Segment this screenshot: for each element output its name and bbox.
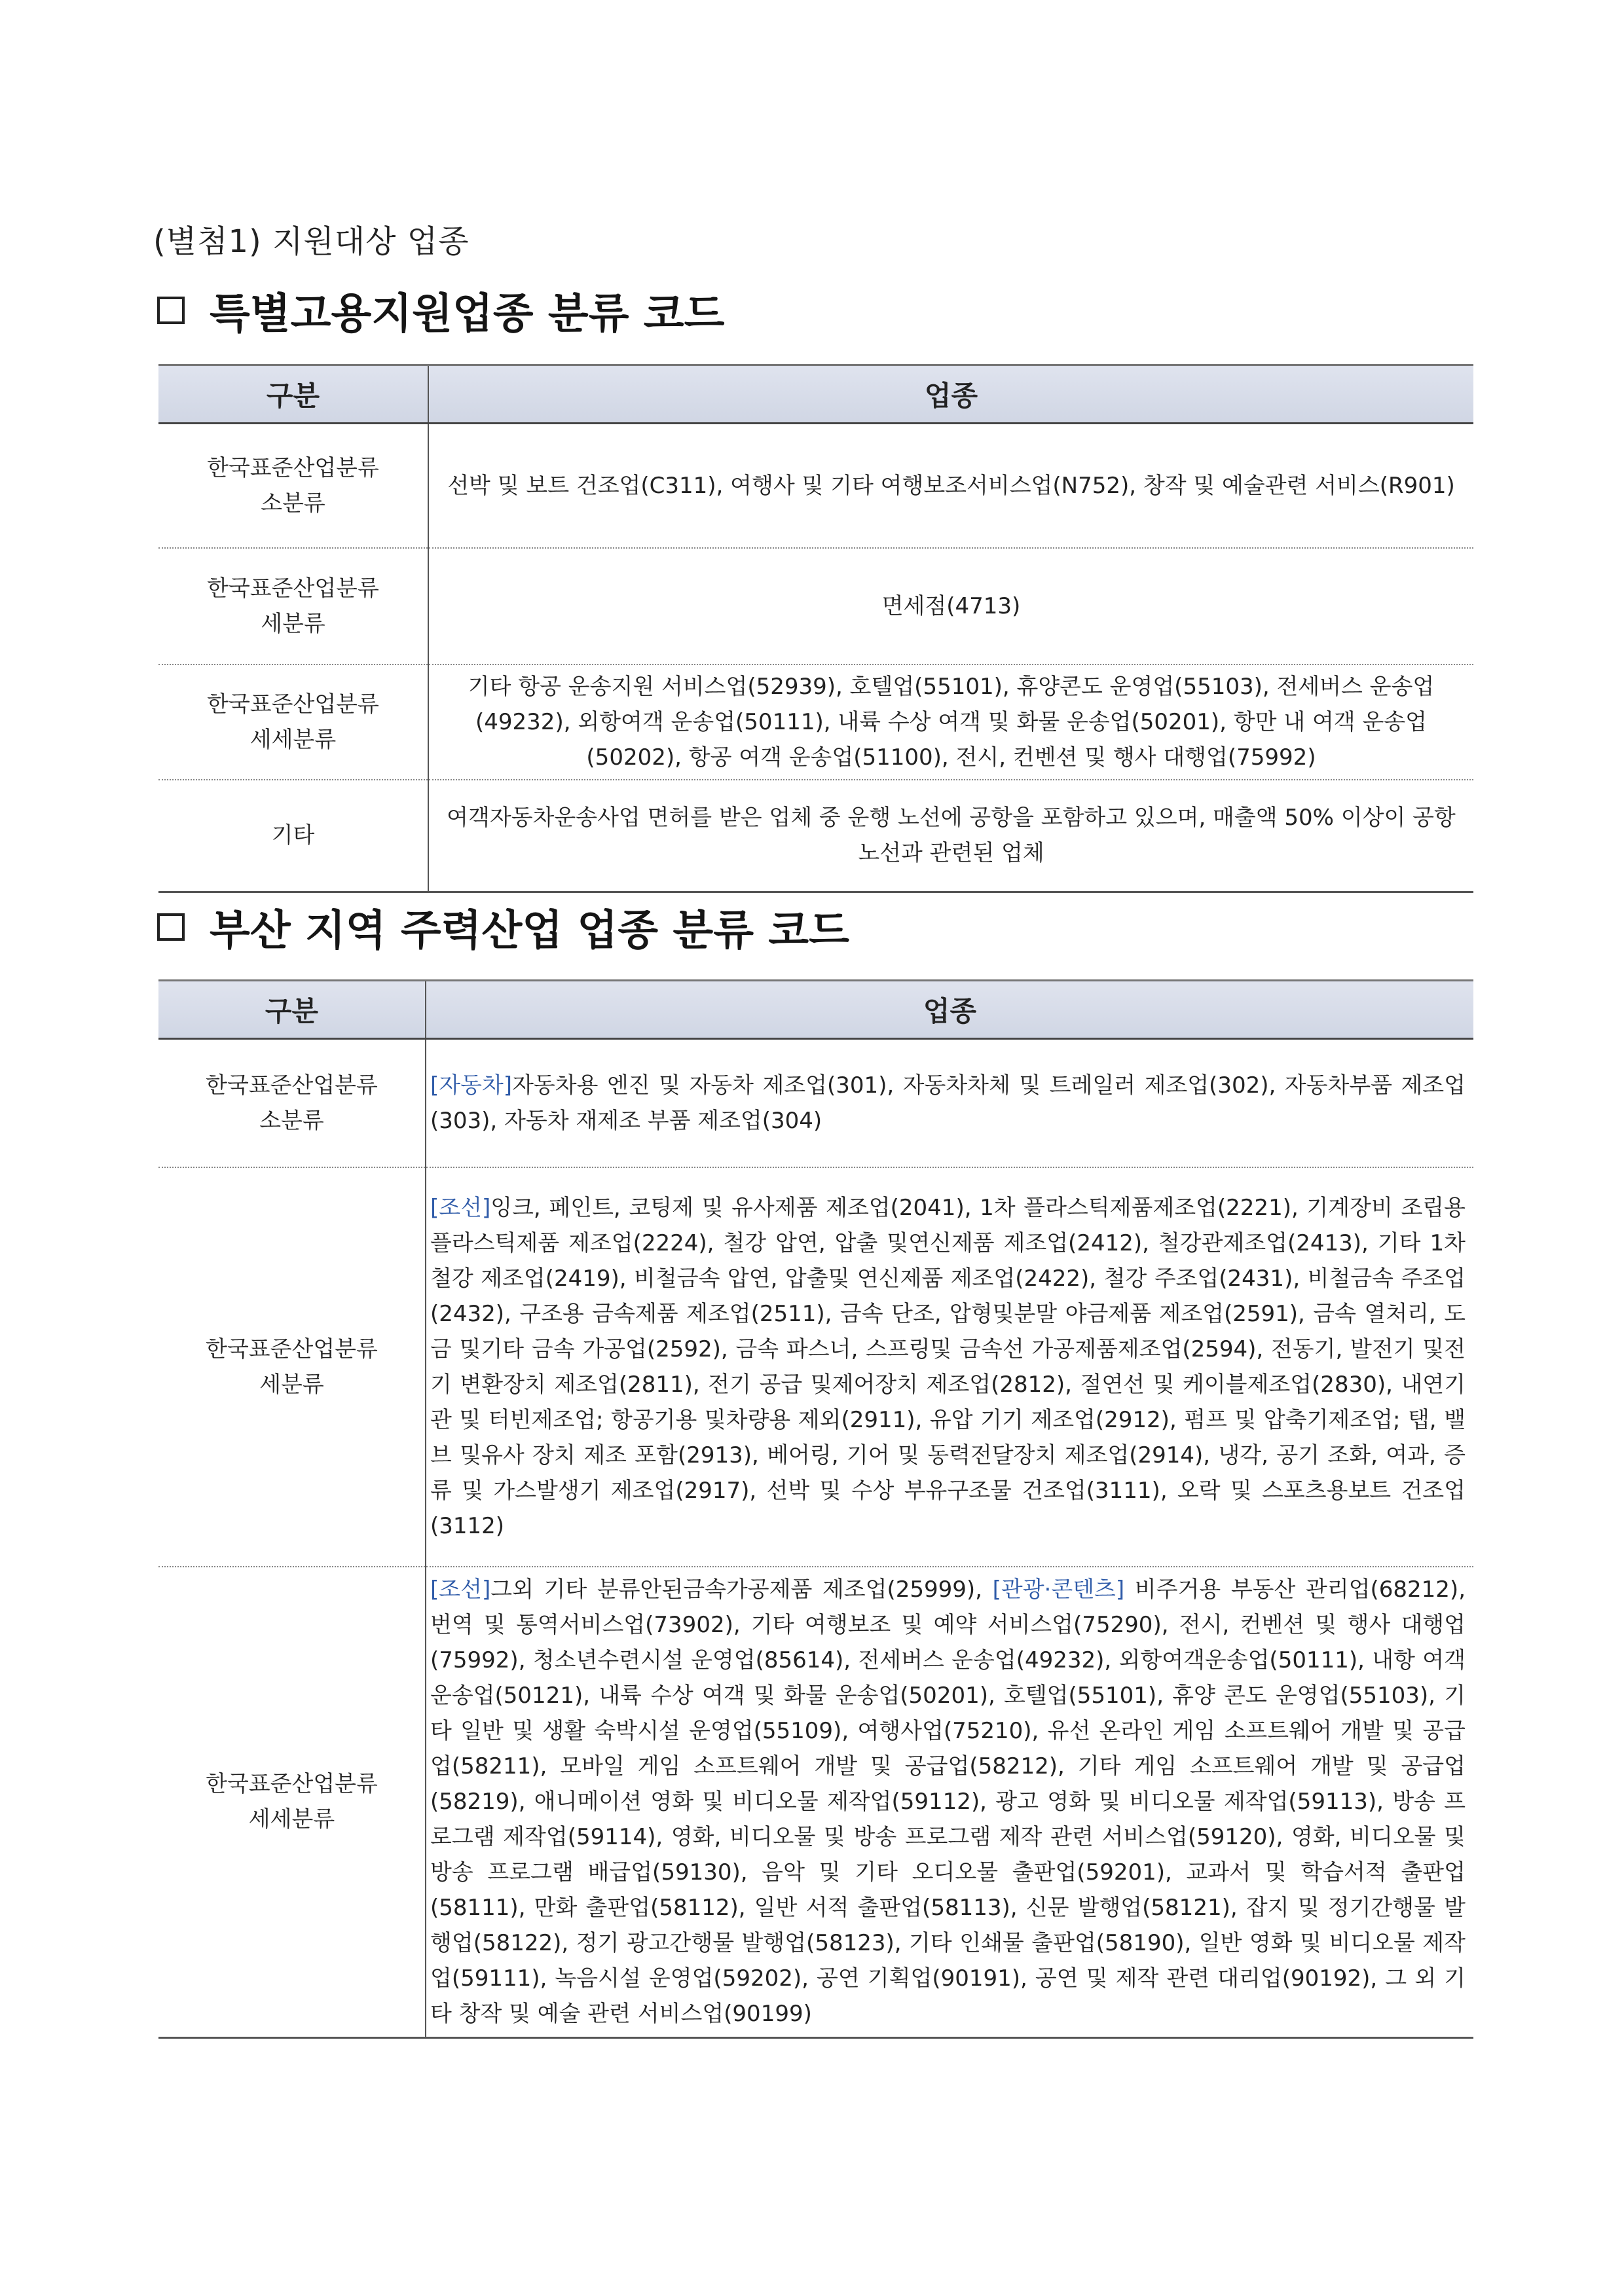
attachment-label: (별첨1) 지원대상 업종	[153, 223, 470, 260]
category-cell: 한국표준산업분류 세분류	[158, 1167, 426, 1567]
checkbox-square-icon	[157, 913, 185, 941]
industry-cell: [자동차]자동차용 엔진 및 자동차 제조업(301), 자동차차체 및 트레일러 제조업(302), 자동차부품 제조업(303), 자동차 재제조 부품 제조업(304)	[426, 1039, 1473, 1167]
checkbox-square-icon	[157, 297, 185, 324]
table-header-row	[158, 365, 1473, 424]
table-row	[158, 548, 1473, 665]
category-cell: 한국표준산업분류 세세분류	[158, 665, 428, 780]
section-title-text: 특별고용지원업종 분류 코드	[210, 290, 725, 338]
table-row	[158, 1039, 1473, 1167]
industry-cell: 면세점(4713)	[428, 548, 1473, 665]
section-title-text: 부산 지역 주력산업 업종 분류 코드	[210, 907, 849, 955]
table-header-row	[158, 981, 1473, 1039]
industry-tag: [조선]	[430, 1194, 491, 1221]
busan-industry-table	[158, 979, 1473, 2039]
table-row	[158, 665, 1473, 780]
category-cell: 한국표준산업분류 세세분류	[158, 1567, 426, 2038]
header-industry: 업종	[426, 981, 1473, 1039]
industry-tag: [조선]	[430, 1576, 491, 1603]
industry-tag: [자동차]	[430, 1072, 513, 1099]
header-category: 구분	[158, 981, 426, 1039]
category-cell: 기타	[158, 780, 428, 892]
table-row	[158, 1167, 1473, 1567]
table-row	[158, 424, 1473, 548]
header-industry: 업종	[428, 365, 1473, 424]
industry-cell: 기타 항공 운송지원 서비스업(52939), 호텔업(55101), 휴양콘도 운영업(55103), 전세버스 운송업(49232), 외항여객 운송업(50111), 내륙 수상 여객 및 화물 운송업(50201), 항만 내 여객 운송업(50202), 항공 여객 운송업(51100), 전시, 컨벤션 및 행사 대행업(75992)	[428, 665, 1473, 780]
table-row	[158, 1567, 1473, 2038]
category-cell: 한국표준산업분류 소분류	[158, 1039, 426, 1167]
table-row	[158, 780, 1473, 892]
industry-tag: [관광·콘텐츠]	[992, 1576, 1125, 1603]
special-employment-table	[158, 364, 1473, 893]
section-title-busan-industry	[157, 897, 849, 957]
category-cell: 한국표준산업분류 소분류	[158, 424, 428, 548]
industry-cell: 여객자동차운송사업 면허를 받은 업체 중 운행 노선에 공항을 포함하고 있으며, 매출액 50% 이상이 공항 노선과 관련된 업체	[428, 780, 1473, 892]
industry-cell: [조선]잉크, 페인트, 코팅제 및 유사제품 제조업(2041), 1차 플라스틱제품제조업(2221), 기계장비 조립용플라스틱제품 제조업(2224), 철강 압연, 압출 및연신제품 제조업(2412), 철강관제조업(2413), 기타 1차 철강 제조업(2419), 비철금속 압연, 압출및 연신제품 제조업(2422), 철강 주조업(2431), 비철금속 주조업(2432), 구조용 금속제품 제조업(2511), 금속 단조, 압형및분말 야금제품 제조업(2591), 금속 열처리, 도금 및기타 금속 가공업(2592), 금속 파스너, 스프링및 금속선 가공제품제조업(2594), 전동기, 발전기 및전기 변환장치 제조업(2811), 전기 공급 및제어장치 제조업(2812), 절연선 및 케이블제조업(2830), 내연기관 및 터빈제조업; 항공기용 및차량용 제외(2911), 유압 기기 제조업(2912), 펌프 및 압축기제조업; 탭, 밸브 및유사 장치 제조 포함(2913), 베어링, 기어 및 동력전달장치 제조업(2914), 냉각, 공기 조화, 여과, 증류 및 가스발생기 제조업(2917), 선박 및 수상 부유구조물 건조업(3111), 오락 및 스포츠용보트 건조업(3112)	[426, 1167, 1473, 1567]
header-category: 구분	[158, 365, 428, 424]
industry-cell: 선박 및 보트 건조업(C311), 여행사 및 기타 여행보조서비스업(N752), 창작 및 예술관련 서비스(R901)	[428, 424, 1473, 548]
category-cell: 한국표준산업분류 세분류	[158, 548, 428, 665]
industry-cell: [조선]그외 기타 분류안된금속가공제품 제조업(25999), [관광·콘텐츠] 비주거용 부동산 관리업(68212), 번역 및 통역서비스업(73902), 기타 여행보조 및 예약 서비스업(75290), 전시, 컨벤션 및 행사 대행업(75992), 청소년수련시설 운영업(85614), 전세버스 운송업(49232), 외항여객운송업(50111), 내항 여객 운송업(50121), 내륙 수상 여객 및 화물 운송업(50201), 호텔업(55101), 휴양 콘도 운영업(55103), 기타 일반 및 생활 숙박시설 운영업(55109), 여행사업(75210), 유선 온라인 게임 소프트웨어 개발 및 공급업(58211), 모바일 게임 소프트웨어 개발 및 공급업(58212), 기타 게임 소프트웨어 개발 및 공급업(58219), 애니메이션 영화 및 비디오물 제작업(59112), 광고 영화 및 비디오물 제작업(59113), 방송 프로그램 제작업(59114), 영화, 비디오물 및 방송 프로그램 제작 관련 서비스업(59120), 영화, 비디오물 및 방송 프로그램 배급업(59130), 음악 및 기타 오디오물 출판업(59201), 교과서 및 학습서적 출판업(58111), 만화 출판업(58112), 일반 서적 출판업(58113), 신문 발행업(58121), 잡지 및 정기간행물 발행업(58122), 정기 광고간행물 발행업(58123), 기타 인쇄물 출판업(58190), 일반 영화 및 비디오물 제작업(59111), 녹음시설 운영업(59202), 공연 기획업(90191), 공연 및 제작 관련 대리업(90192), 그 외 기타 창작 및 예술 관련 서비스업(90199)	[426, 1567, 1473, 2038]
section-title-special-employment	[157, 280, 724, 340]
